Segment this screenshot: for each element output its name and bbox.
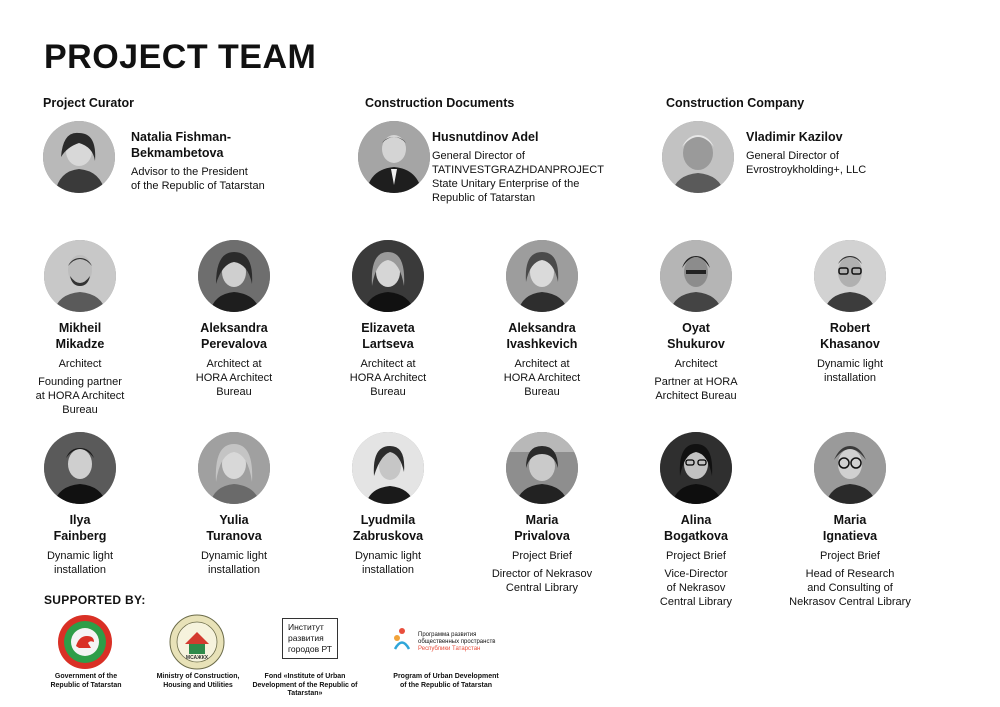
- avatar: [662, 121, 734, 193]
- team-member: [626, 432, 766, 609]
- avatar: [44, 432, 116, 504]
- team-member: [472, 432, 612, 595]
- lead-text: General Director of Evrostroykholding+, LLC: [746, 150, 867, 176]
- lead-name: Husnutdinov Adel: [432, 130, 539, 144]
- member-name: Aleksandra Ivashkevich: [506, 321, 578, 351]
- lead-text: Advisor to the President of the Republic of Tatarstan: [131, 166, 265, 192]
- member-role: Dynamic light installation: [354, 550, 422, 576]
- coat-of-arms-icon: [57, 614, 113, 670]
- lead-text: General Director of TATINVESTGRAZHDANPROJECT State Unitary Enterprise of the Republic of Tatarstan: [432, 150, 604, 204]
- avatar: [43, 121, 115, 193]
- member-role: Dynamic light installation: [200, 550, 268, 576]
- team-member: [164, 240, 304, 399]
- member-name: Maria Ignatieva: [822, 513, 878, 543]
- team-member: [780, 240, 920, 385]
- team-member: [626, 240, 766, 403]
- team-member: [318, 240, 458, 399]
- member-role: Architect at HORA Architect Bureau: [349, 358, 427, 398]
- avatar: [660, 240, 732, 312]
- team-member: [10, 240, 150, 417]
- lead-name: Natalia Fishman- Bekmambetova: [131, 130, 232, 160]
- logo-caption: Fond «Institute of Urban Development of the Republic of Tatarstan»: [252, 673, 358, 697]
- member-role: Dynamic light installation: [816, 358, 884, 384]
- member-name: Mikheil Mikadze: [55, 321, 105, 351]
- member-role: Project Brief: [512, 550, 572, 562]
- lead-name: Vladimir Kazilov: [746, 130, 843, 144]
- avatar: [198, 432, 270, 504]
- team-member: [10, 432, 150, 577]
- member-role: Project Brief: [820, 550, 880, 562]
- member-description: Founding partner at HORA Architect Bureau: [35, 376, 125, 416]
- program-region: Республики Татарстан: [418, 646, 481, 652]
- section-construction-documents: Construction Documents: [365, 96, 515, 110]
- member-description: Director of Nekrasov Central Library: [491, 568, 593, 594]
- section-project-curator: Project Curator: [43, 96, 134, 110]
- team-member: [164, 432, 304, 577]
- supported-by-heading: SUPPORTED BY:: [44, 593, 146, 607]
- avatar: [814, 432, 886, 504]
- member-description: Vice-Director of Nekrasov Central Library: [659, 568, 733, 608]
- member-name: Elizaveta Lartseva: [361, 321, 415, 351]
- section-construction-company: Construction Company: [666, 96, 805, 110]
- avatar: [198, 240, 270, 312]
- member-description: Head of Research and Consulting of Nekrasov Central Library: [789, 568, 911, 608]
- institute-box-logo: Институт развития городов РТ: [282, 618, 338, 659]
- logo-caption: Program of Urban Development of the Republic of Tatarstan: [393, 673, 499, 689]
- program-text: Программа развития общественных пространств: [418, 632, 496, 645]
- member-name: Oyat Shukurov: [667, 321, 725, 351]
- avatar: [352, 240, 424, 312]
- team-member: [318, 432, 458, 577]
- member-name: Robert Khasanov: [820, 321, 880, 351]
- avatar: [660, 432, 732, 504]
- member-name: Ilya Fainberg: [53, 513, 107, 543]
- member-description: Partner at HORA Architect Bureau: [654, 376, 738, 402]
- seal-text: МСАЖКХ: [185, 655, 209, 661]
- member-role: Architect at HORA Architect Bureau: [503, 358, 581, 398]
- member-name: Yulia Turanova: [206, 513, 262, 543]
- member-role: Architect at HORA Architect Bureau: [195, 358, 273, 398]
- member-name: Alina Bogatkova: [664, 513, 728, 543]
- member-role: Project Brief: [666, 550, 726, 562]
- avatar: [506, 240, 578, 312]
- avatar: [506, 432, 578, 504]
- logo-caption: Ministry of Construction, Housing and Utilities: [156, 673, 240, 689]
- avatar: [814, 240, 886, 312]
- member-role: Architect: [674, 358, 718, 370]
- page-title: PROJECT TEAM: [44, 38, 317, 76]
- avatar: [44, 240, 116, 312]
- member-name: Lyudmila Zabruskova: [352, 513, 424, 543]
- member-name: Aleksandra Perevalova: [200, 321, 268, 351]
- program-logo-icon: [392, 626, 412, 650]
- team-member: [780, 432, 920, 609]
- avatar: [352, 432, 424, 504]
- logo-caption: Government of the Republic of Tatarstan: [50, 673, 122, 689]
- avatar: [358, 121, 430, 193]
- team-member: [472, 240, 612, 399]
- ministry-seal-icon: [169, 614, 225, 670]
- member-name: Maria Privalova: [514, 513, 570, 543]
- member-role: Architect: [58, 358, 102, 370]
- member-role: Dynamic light installation: [46, 550, 114, 576]
